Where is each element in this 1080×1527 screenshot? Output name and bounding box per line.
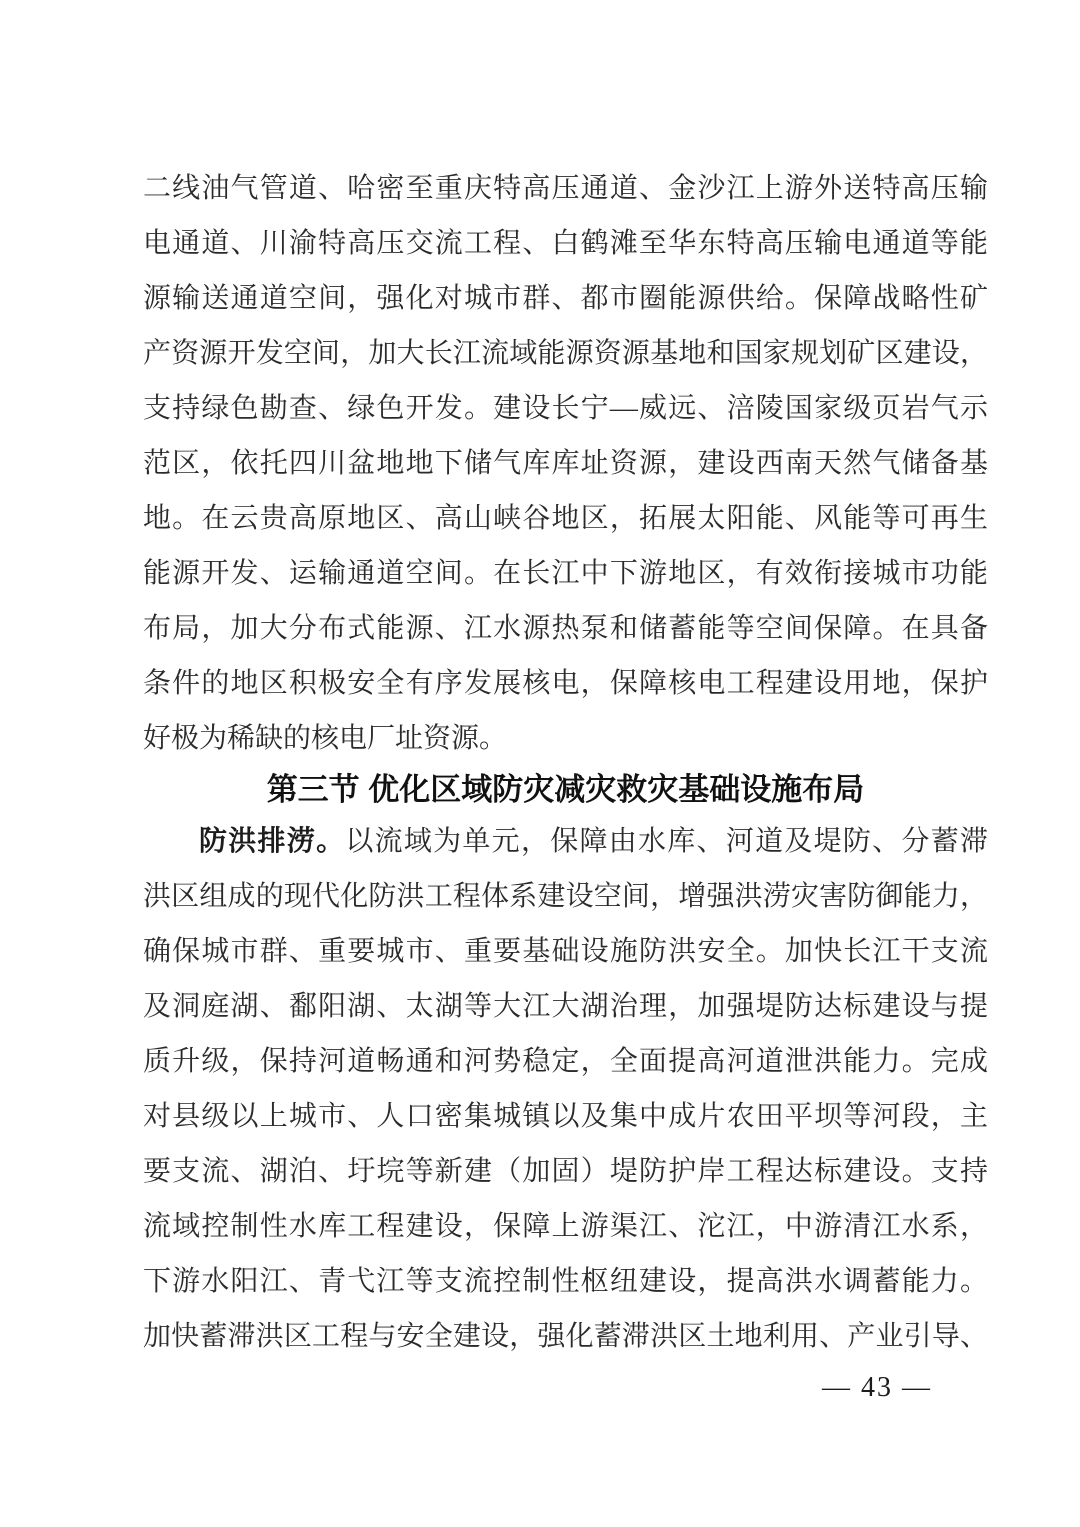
paragraph-line: 质升级，保持河道畅通和河势稳定，全面提高河道泄洪能力。完成 bbox=[143, 1046, 988, 1077]
page-body bbox=[143, 161, 988, 1364]
paragraph-line: 及洞庭湖、鄱阳湖、太湖等大江大湖治理，加强堤防达标建设与提 bbox=[143, 991, 988, 1022]
paragraph-line: 地。在云贵高原地区、高山峡谷地区，拓展太阳能、风能等可再生 bbox=[143, 503, 988, 534]
paragraph-lead-bold: 防洪排涝。 bbox=[199, 826, 346, 857]
paragraph-line: 电通道、川渝特高压交流工程、白鹤滩至华东特高压输电通道等能 bbox=[143, 228, 988, 259]
paragraph-line: 洪区组成的现代化防洪工程体系建设空间，增强洪涝灾害防御能力， bbox=[143, 881, 988, 912]
paragraph-line bbox=[143, 814, 988, 869]
paragraph-line: 加快蓄滞洪区工程与安全建设，强化蓄滞洪区土地利用、产业引导、 bbox=[143, 1321, 988, 1352]
paragraph-line: 支持绿色勘查、绿色开发。建设长宁—威远、涪陵国家级页岩气示 bbox=[143, 393, 988, 424]
paragraph-line: 范区，依托四川盆地地下储气库库址资源，建设西南天然气储备基 bbox=[143, 448, 988, 479]
paragraph-line: 对县级以上城市、人口密集城镇以及集中成片农田平坝等河段，主 bbox=[143, 1101, 988, 1132]
paragraph-line: 能源开发、运输通道空间。在长江中下游地区，有效衔接城市功能 bbox=[143, 558, 988, 589]
paragraph-line: 条件的地区积极安全有序发展核电，保障核电工程建设用地，保护 bbox=[143, 668, 988, 699]
page-number: — 43 — bbox=[822, 1372, 932, 1403]
paragraph-line: 好极为稀缺的核电厂址资源。 bbox=[143, 723, 508, 754]
paragraph-line: 要支流、湖泊、圩垸等新建（加固）堤防护岸工程达标建设。支持 bbox=[143, 1156, 988, 1187]
paragraph-line: 流域控制性水库工程建设，保障上游渠江、沱江，中游清江水系， bbox=[143, 1211, 988, 1242]
section-heading: 第三节 优化区域防灾减灾救灾基础设施布局 bbox=[266, 772, 865, 807]
paragraph-line: 下游水阳江、青弋江等支流控制性枢纽建设，提高洪水调蓄能力。 bbox=[143, 1266, 988, 1297]
paragraph-line: 产资源开发空间，加大长江流域能源资源基地和国家规划矿区建设， bbox=[143, 338, 988, 369]
paragraph-line: 二线油气管道、哈密至重庆特高压通道、金沙江上游外送特高压输 bbox=[143, 173, 988, 204]
paragraph-line: 确保城市群、重要城市、重要基础设施防洪安全。加快长江干支流 bbox=[143, 936, 988, 967]
paragraph-line: 布局，加大分布式能源、江水源热泵和储蓄能等空间保障。在具备 bbox=[143, 613, 988, 644]
paragraph-line: 源输送通道空间，强化对城市群、都市圈能源供给。保障战略性矿 bbox=[143, 283, 988, 314]
paragraph-line-text: 以流域为单元，保障由水库、河道及堤防、分蓄滞 bbox=[345, 826, 988, 857]
